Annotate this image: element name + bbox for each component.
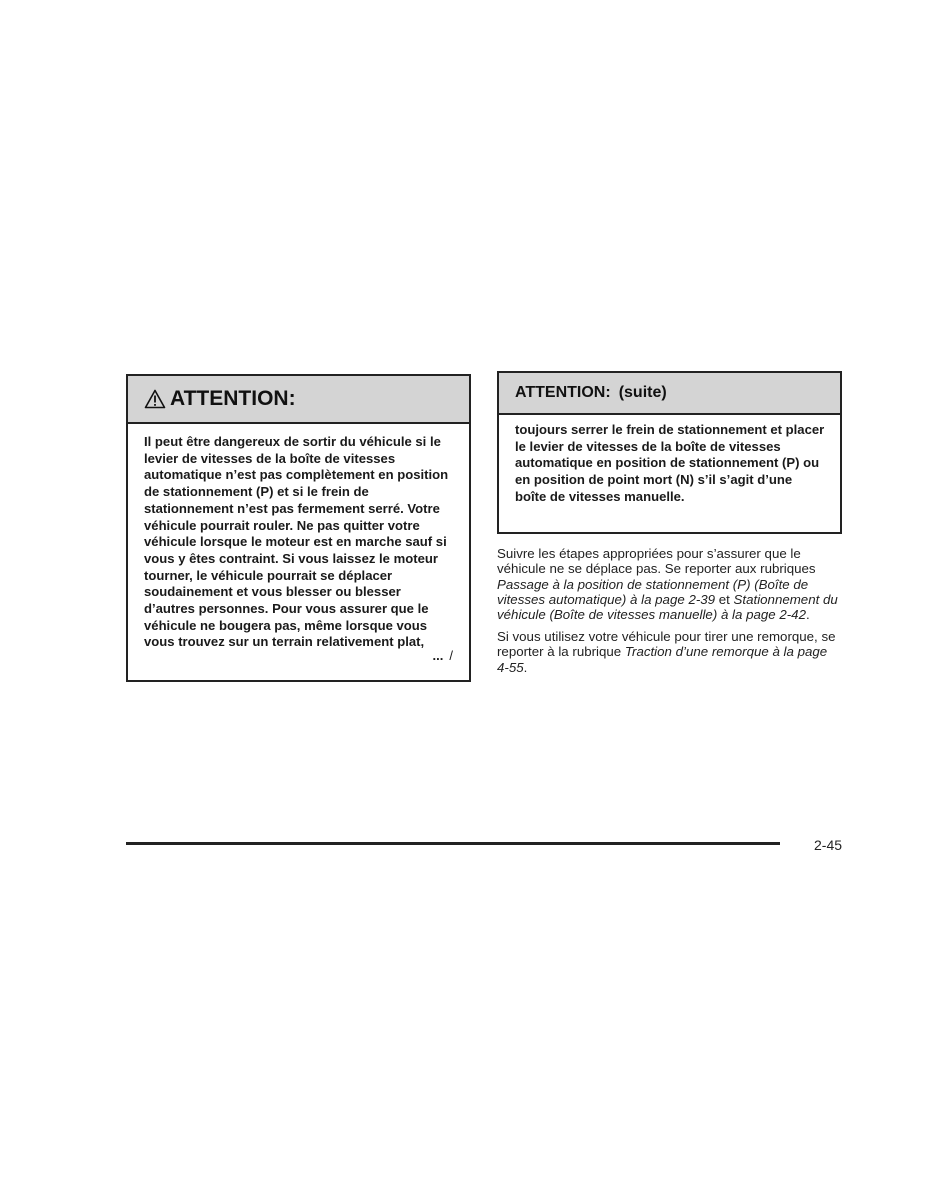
paragraph2-text1: Si vous utilisez votre véhicule pour tirer une remorque, se reporter à la rubrique [497, 629, 836, 660]
page-number: 2-45 [814, 837, 843, 853]
continued-marker [433, 648, 453, 663]
warning-box-body [128, 424, 469, 651]
body-paragraph-2 [497, 629, 842, 675]
warning-continued-body [499, 415, 840, 506]
footer-rule [126, 842, 780, 845]
paragraph2-text2: . [523, 659, 528, 675]
paragraph1-ref1: Passage à la position de stationnement (P) (Boîte de vitesses automatique) à la page 2-39 [497, 576, 809, 607]
continued-dots: ... [432, 648, 444, 663]
warning-continued-suffix: (suite) [618, 384, 667, 401]
warning-box [126, 374, 471, 682]
paragraph1-text3: . [805, 607, 810, 623]
paragraph2-ref1: Traction d’une remorque à la page 4-55 [497, 644, 828, 675]
warning-continued-header [499, 373, 840, 415]
warning-box-text: Il peut être dangereux de sortir du véhicule si le levier de vitesses de la boîte de vitesses automatique n’est pas complètement en position de stationnement (P) et si le frein de stationnement n’est pas fermement serré. Votre véhicule pourrait rouler. Ne pas quitter votre véhicule lorsque le moteur est en marche sauf si vous y êtes contraint. Si vous laissez le moteur tourner, le véhicule pourrait se déplacer soudainement et vous blesser ou blesser d’autres personnes. Pour vous assurer que le véhicule ne bougera pas, même lorsque vous vous trouvez sur un terrain relativement plat, [144, 434, 449, 650]
continued-slash: / [449, 648, 453, 663]
body-paragraph-1 [497, 546, 842, 622]
paragraph1-ref2: Stationnement du véhicule (Boîte de vitesses manuelle) à la page 2-42 [497, 591, 838, 623]
warning-continued-box [497, 371, 842, 534]
paragraph1-text2: et [715, 591, 734, 607]
warning-continued-text: toujours serrer le frein de stationnement et placer le levier de vitesses de la boîte de vitesses automatique en position de stationnement (P) ou en position de point mort (N) s’il s’agit d’une boîte de vitesses manuelle. [515, 422, 825, 504]
warning-continued-title: ATTENTION: [515, 384, 611, 401]
warning-box-header [128, 376, 469, 424]
warning-box-title: ATTENTION: [170, 387, 296, 410]
warning-triangle-icon [144, 389, 166, 409]
paragraph1-text1: Suivre les étapes appropriées pour s’assurer que le véhicule ne se déplace pas. Se reporter aux rubriques [497, 546, 816, 577]
